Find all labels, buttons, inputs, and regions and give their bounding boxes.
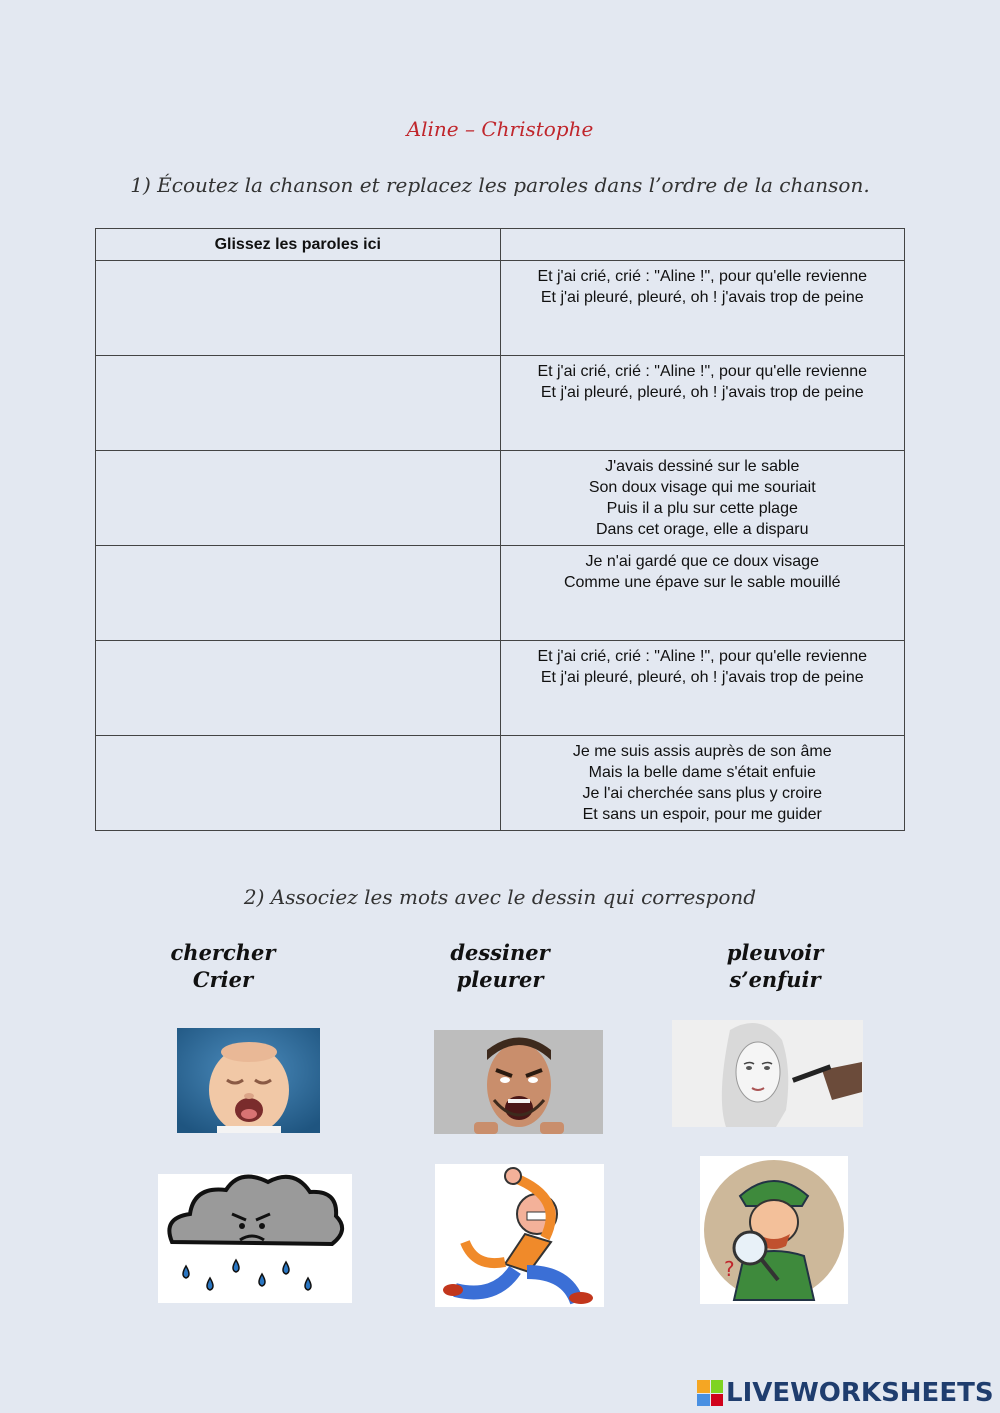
word-crier[interactable]: Crier <box>192 967 254 992</box>
drop-zone[interactable] <box>96 261 501 356</box>
drop-zone[interactable] <box>96 356 501 451</box>
worksheet-title: Aline – Christophe <box>406 117 594 141</box>
drop-zone[interactable] <box>96 546 501 641</box>
lyrics-text: Et j'ai crié, crié : "Aline !", pour qu'elle revienne Et j'ai pleuré, pleuré, oh ! j'avais trop de peine <box>537 268 868 306</box>
lyrics-text: J'avais dessiné sur le sable Son doux visage qui me souriait Puis il a plu sur cette plage Dans cet orage, elle a disparu <box>588 458 816 538</box>
running-man-image[interactable] <box>435 1164 604 1307</box>
word-chercher[interactable]: chercher <box>170 940 276 965</box>
logo-icon <box>697 1380 723 1406</box>
word-dessiner[interactable]: dessiner <box>450 940 550 965</box>
svg-text:?: ? <box>724 1257 735 1281</box>
lyrics-text: Je n'ai gardé que ce doux visage Comme une épave sur le sable mouillé <box>563 553 841 591</box>
logo-text: LIVEWORKSHEETS <box>726 1378 994 1408</box>
table-header-row <box>96 229 905 261</box>
word-pleuvoir[interactable]: pleuvoir <box>726 940 824 965</box>
table-row <box>96 546 905 641</box>
drop-zone[interactable] <box>96 736 501 831</box>
lyrics-text: Et j'ai crié, crié : "Aline !", pour qu'elle revienne Et j'ai pleuré, pleuré, oh ! j'avais trop de peine <box>537 363 868 401</box>
rain-cloud-image[interactable] <box>158 1174 352 1303</box>
liveworksheets-logo <box>697 1378 994 1408</box>
shouting-man-image[interactable] <box>434 1030 603 1134</box>
word-pleurer[interactable]: pleurer <box>456 967 544 992</box>
drawing-face-image[interactable] <box>672 1020 863 1127</box>
lyrics-cell[interactable] <box>500 546 905 641</box>
lyrics-cell[interactable] <box>500 356 905 451</box>
header-drop-column: Glissez les paroles ici <box>96 229 501 261</box>
table-row <box>96 261 905 356</box>
instruction-2: 2) Associez les mots avec le dessin qui correspond <box>243 885 757 909</box>
drop-zone[interactable] <box>96 451 501 546</box>
crying-baby-image[interactable] <box>177 1028 320 1133</box>
lyrics-text: Et j'ai crié, crié : "Aline !", pour qu'elle revienne Et j'ai pleuré, pleuré, oh ! j'avais trop de peine <box>537 648 868 686</box>
lyrics-cell[interactable] <box>500 641 905 736</box>
detective-image[interactable] <box>700 1156 848 1304</box>
header-lyrics-column <box>500 229 905 261</box>
drop-zone[interactable] <box>96 641 501 736</box>
lyrics-text: Je me suis assis auprès de son âme Mais la belle dame s'était enfuie Je l'ai cherchée sans plus y croire Et sans un espoir, pour me guider <box>572 743 832 823</box>
table-row <box>96 641 905 736</box>
lyrics-cell[interactable] <box>500 451 905 546</box>
word-senfuir[interactable]: s’enfuir <box>729 967 821 992</box>
lyrics-table <box>95 228 905 831</box>
instruction-1: 1) Écoutez la chanson et replacez les paroles dans l’ordre de la chanson. <box>130 173 870 197</box>
table-row <box>96 451 905 546</box>
table-row <box>96 736 905 831</box>
lyrics-cell[interactable] <box>500 736 905 831</box>
lyrics-cell[interactable] <box>500 261 905 356</box>
table-row <box>96 356 905 451</box>
